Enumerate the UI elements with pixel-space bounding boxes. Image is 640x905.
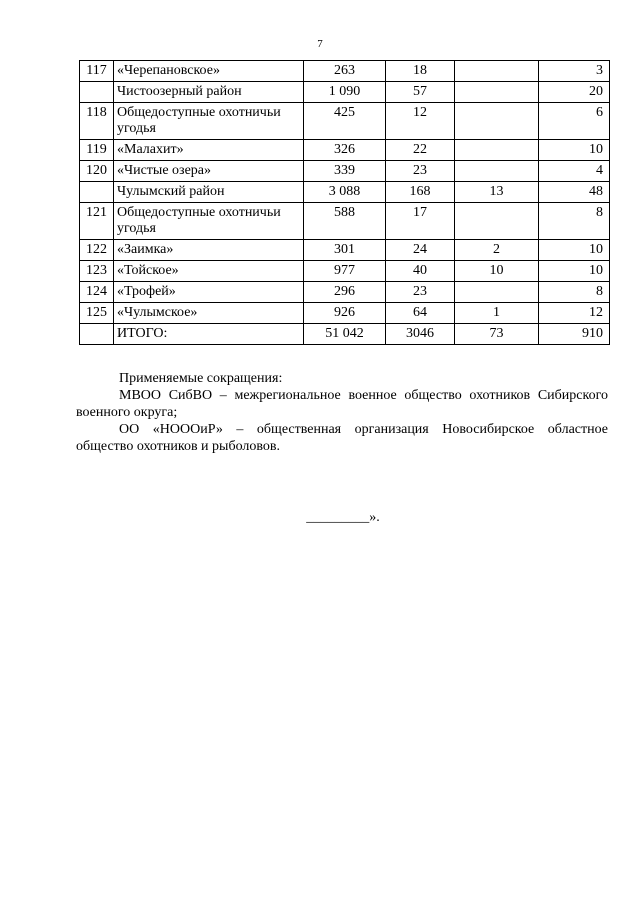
row-value-4-cell: 910 — [539, 324, 610, 345]
table-row — [80, 161, 610, 182]
row-name-cell: «Чистые озера» — [114, 161, 304, 182]
abbreviation-noooir: ОО «НОООиР» – общественная организация Новосибирское областное общество охотников и рыболовов. — [76, 422, 608, 454]
row-value-2-cell: 22 — [386, 140, 455, 161]
table-row — [80, 140, 610, 161]
table-row — [80, 240, 610, 261]
abbreviations-section — [76, 370, 608, 455]
row-value-1-cell: 926 — [304, 303, 386, 324]
row-value-3-cell — [455, 161, 539, 182]
row-value-1-cell: 263 — [304, 61, 386, 82]
row-value-4-cell: 20 — [539, 82, 610, 103]
row-value-1-cell: 51 042 — [304, 324, 386, 345]
table-body — [80, 61, 610, 345]
row-value-4-cell: 8 — [539, 282, 610, 303]
table-row — [80, 103, 610, 140]
row-value-2-cell: 23 — [386, 282, 455, 303]
row-value-3-cell — [455, 82, 539, 103]
row-value-4-cell: 4 — [539, 161, 610, 182]
row-value-1-cell: 301 — [304, 240, 386, 261]
row-value-2-cell: 17 — [386, 203, 455, 240]
hunting-grounds-table — [79, 60, 610, 345]
row-value-3-cell: 13 — [455, 182, 539, 203]
row-number-cell: 125 — [80, 303, 114, 324]
table-row — [80, 203, 610, 240]
row-name-cell: Чулымский район — [114, 182, 304, 203]
row-value-2-cell: 12 — [386, 103, 455, 140]
row-name-cell: «Трофей» — [114, 282, 304, 303]
table-row — [80, 61, 610, 82]
row-value-1-cell: 1 090 — [304, 82, 386, 103]
row-name-cell: Общедоступные охотничьи угодья — [114, 203, 304, 240]
row-value-3-cell — [455, 203, 539, 240]
row-value-3-cell — [455, 140, 539, 161]
row-name-cell: Чистоозерный район — [114, 82, 304, 103]
row-value-3-cell: 2 — [455, 240, 539, 261]
row-value-1-cell: 425 — [304, 103, 386, 140]
table-row — [80, 324, 610, 345]
row-value-1-cell: 588 — [304, 203, 386, 240]
row-value-3-cell — [455, 61, 539, 82]
table-row — [80, 82, 610, 103]
row-value-2-cell: 64 — [386, 303, 455, 324]
row-value-2-cell: 18 — [386, 61, 455, 82]
row-number-cell: 123 — [80, 261, 114, 282]
row-number-cell: 119 — [80, 140, 114, 161]
row-name-cell: «Тойское» — [114, 261, 304, 282]
row-value-4-cell: 48 — [539, 182, 610, 203]
row-value-4-cell: 10 — [539, 140, 610, 161]
row-value-3-cell: 1 — [455, 303, 539, 324]
abbreviations-heading: Применяемые сокращения: — [119, 371, 283, 386]
row-value-1-cell: 296 — [304, 282, 386, 303]
row-value-4-cell: 10 — [539, 261, 610, 282]
row-number-cell — [80, 82, 114, 103]
row-number-cell — [80, 324, 114, 345]
row-name-cell: ИТОГО: — [114, 324, 304, 345]
row-value-1-cell: 339 — [304, 161, 386, 182]
table-row — [80, 282, 610, 303]
closing-mark: _________». — [306, 510, 380, 525]
row-value-2-cell: 57 — [386, 82, 455, 103]
row-value-2-cell: 24 — [386, 240, 455, 261]
row-value-4-cell: 8 — [539, 203, 610, 240]
row-value-4-cell: 3 — [539, 61, 610, 82]
row-value-3-cell — [455, 282, 539, 303]
row-number-cell — [80, 182, 114, 203]
row-value-2-cell: 23 — [386, 161, 455, 182]
row-value-4-cell: 10 — [539, 240, 610, 261]
page-number: 7 — [317, 38, 323, 50]
row-value-2-cell: 168 — [386, 182, 455, 203]
row-name-cell: «Заимка» — [114, 240, 304, 261]
row-name-cell: «Малахит» — [114, 140, 304, 161]
row-value-4-cell: 12 — [539, 303, 610, 324]
row-name-cell: Общедоступные охотничьи угодья — [114, 103, 304, 140]
table-row — [80, 182, 610, 203]
abbreviation-mvoo: МВОО СибВО – межрегиональное военное общество охотников Сибирского военного округа; — [76, 388, 608, 420]
row-number-cell: 117 — [80, 61, 114, 82]
row-number-cell: 122 — [80, 240, 114, 261]
row-value-2-cell: 40 — [386, 261, 455, 282]
row-number-cell: 118 — [80, 103, 114, 140]
row-number-cell: 124 — [80, 282, 114, 303]
row-value-1-cell: 3 088 — [304, 182, 386, 203]
table-row — [80, 303, 610, 324]
row-value-3-cell — [455, 103, 539, 140]
row-value-4-cell: 6 — [539, 103, 610, 140]
row-value-2-cell: 3046 — [386, 324, 455, 345]
row-value-3-cell: 73 — [455, 324, 539, 345]
row-value-1-cell: 977 — [304, 261, 386, 282]
table-row — [80, 261, 610, 282]
row-value-1-cell: 326 — [304, 140, 386, 161]
row-number-cell: 120 — [80, 161, 114, 182]
row-number-cell: 121 — [80, 203, 114, 240]
row-name-cell: «Чулымское» — [114, 303, 304, 324]
row-value-3-cell: 10 — [455, 261, 539, 282]
row-name-cell: «Черепановское» — [114, 61, 304, 82]
